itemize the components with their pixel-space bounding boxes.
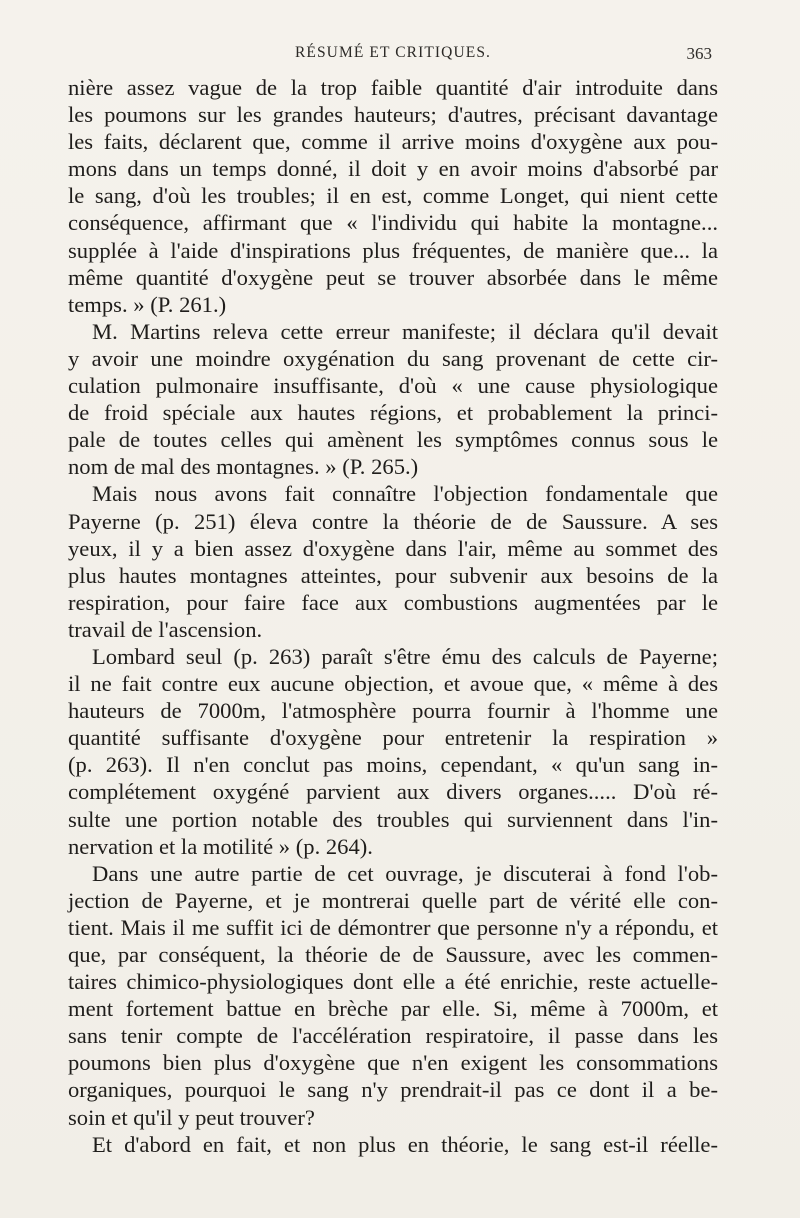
page-header — [68, 44, 718, 66]
text-line: complétement oxygéné parvient aux divers organes..... D'où ré- — [68, 779, 718, 805]
text-line: le sang, d'où les troubles; il en est, comme Longet, qui nient cette — [68, 183, 718, 209]
text-line: y avoir une moindre oxygénation du sang provenant de cette cir- — [68, 345, 718, 371]
text-line: travail de l'ascension. — [68, 616, 263, 642]
text-line: pale de toutes celles qui amènent les symptômes connus sous le — [68, 427, 718, 453]
text-line: nom de mal des montagnes. » (P. 265.) — [68, 454, 419, 480]
text-line: de froid spéciale aux hautes régions, et probablement la princi- — [68, 400, 718, 426]
text-line: respiration, pour faire face aux combustions augmentées par le — [68, 589, 718, 615]
text-line: les faits, déclarent que, comme il arrive moins d'oxygène aux pou- — [68, 129, 718, 155]
text-line: (p. 263). Il n'en conclut pas moins, cependant, « qu'un sang in- — [68, 752, 718, 778]
text-line: culation pulmonaire insuffisante, d'où « une cause physiologique — [68, 373, 718, 399]
paragraph — [68, 860, 718, 1131]
text-line: Mais nous avons fait connaître l'objection fondamentale que — [92, 481, 718, 507]
text-line: Payerne (p. 251) éleva contre la théorie de de Saussure. A ses — [68, 508, 718, 534]
text-line: yeux, il y a bien assez d'oxygène dans l'air, même au sommet des — [68, 535, 718, 561]
text-line: sulte une portion notable des troubles qui surviennent dans l'in- — [68, 806, 718, 832]
text-line: nervation et la motilité » (p. 264). — [68, 833, 373, 859]
body-text — [68, 74, 718, 1158]
text-line: même quantité d'oxygène peut se trouver absorbée dans le même — [68, 264, 718, 290]
text-line: ment fortement battue en brèche par elle. Si, même à 7000m, et — [68, 996, 718, 1022]
paragraph — [68, 480, 718, 643]
text-line: sans tenir compte de l'accélération respiratoire, il passe dans les — [68, 1023, 718, 1049]
text-line: Dans une autre partie de cet ouvrage, je discuterai à fond l'ob- — [92, 860, 718, 886]
text-line: supplée à l'aide d'inspirations plus fréquentes, de manière que... la — [68, 237, 718, 263]
text-line: nière assez vague de la trop faible quantité d'air introduite dans — [68, 75, 718, 100]
paragraph — [68, 1131, 718, 1158]
text-line: mons dans un temps donné, il doit y en avoir moins d'absorbé par — [68, 156, 718, 182]
text-line: plus hautes montagnes atteintes, pour subvenir aux besoins de la — [68, 562, 718, 588]
text-line: que, par conséquent, la théorie de de Saussure, avec les commen- — [68, 942, 718, 967]
page-number: 363 — [686, 44, 712, 63]
text-line: poumons bien plus d'oxygène que n'en exigent les consommations — [68, 1050, 718, 1076]
text-line: Lombard seul (p. 263) paraît s'être ému des calculs de Payerne; — [92, 643, 718, 669]
text-line: organiques, pourquoi le sang n'y prendrait-il pas ce dont il a be- — [68, 1077, 718, 1103]
text-line: M. Martins releva cette erreur manifeste; il déclara qu'il devait — [92, 318, 718, 344]
text-line: quantité suffisante d'oxygène pour entretenir la respiration » — [68, 725, 718, 751]
text-line: hauteurs de 7000m, l'atmosphère pourra fournir à l'homme une — [68, 698, 718, 724]
text-line: taires chimico-physiologiques dont elle a été enrichie, reste actuelle- — [68, 969, 718, 995]
text-line: temps. » (P. 261.) — [68, 291, 227, 317]
text-line: les poumons sur les grandes hauteurs; d'autres, précisant davantage — [68, 102, 718, 128]
text-line: jection de Payerne, et je montrerai quelle part de vérité elle con- — [68, 887, 718, 913]
text-line: tient. Mais il me suffit ici de démontrer que personne n'y a répondu, et — [68, 914, 718, 940]
paragraph — [68, 643, 718, 860]
paragraph — [68, 74, 718, 318]
text-line: conséquence, affirmant que « l'individu qui habite la montagne... — [68, 210, 718, 236]
running-head: RÉSUMÉ ET CRITIQUES. — [294, 44, 492, 61]
text-line: il ne fait contre eux aucune objection, et avoue que, « même à des — [68, 671, 718, 697]
paragraph — [68, 318, 718, 481]
text-line: soin et qu'il y peut trouver? — [68, 1104, 315, 1130]
text-line: Et d'abord en fait, et non plus en théorie, le sang est-il réelle- — [92, 1131, 718, 1157]
